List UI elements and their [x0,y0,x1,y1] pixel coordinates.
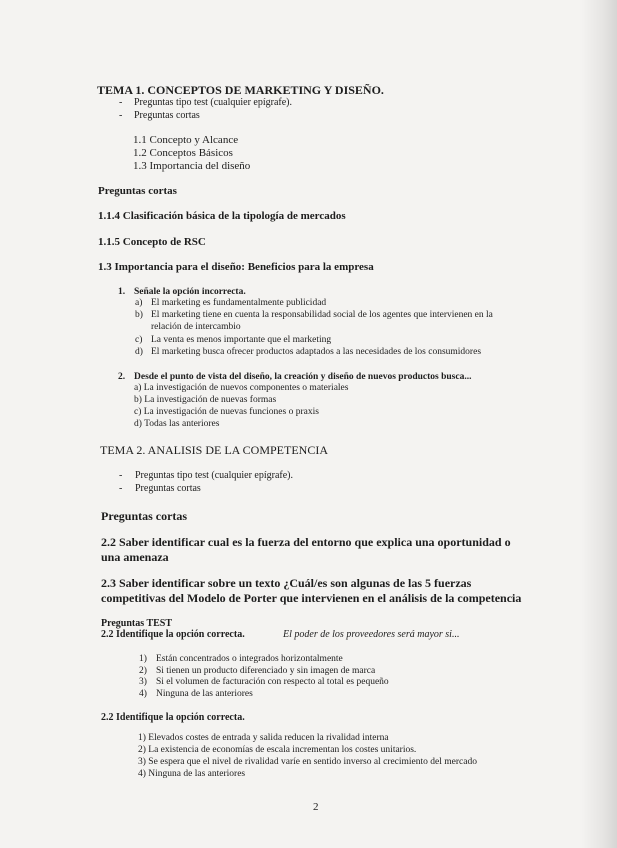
tema1-sublist-1: 1.1 Concepto y Alcance [133,134,239,146]
test-2-2a-label: 2.2 Identifique la opción correcta. [101,629,245,640]
tema1-sublist-2: 1.2 Conceptos Básicos [133,147,233,159]
option-number: 2) [139,666,147,676]
option-number: 4) [139,689,147,699]
tema1-title: TEMA 1. CONCEPTOS DE MARKETING Y DISEÑO. [97,83,384,97]
t22a-option-4: Ninguna de las anteriores [156,689,253,699]
tema2-title: TEMA 2. ANALISIS DE LA COMPETENCIA [100,443,329,457]
test1-option-c: La venta es menos importante que el marketing [151,335,332,345]
question-2-3-line2: competitivas del Modelo de Porter que intervienen en el análisis de la competencia [101,591,522,605]
test2-number: 2. [118,372,126,382]
question-1-1-5: 1.1.5 Concepto de RSC [98,236,206,248]
bullet-dash: - [119,483,123,494]
bullet-dash: - [119,97,123,108]
option-letter: c) [135,335,143,345]
option-letter: b) [135,310,143,320]
bullet-dash: - [119,470,123,481]
tema2-bullet-1: Preguntas tipo test (cualquier epígrafe). [135,470,293,481]
question-2-3-line1: 2.3 Saber identificar sobre un texto ¿Cuál/es son algunas de las 5 fuerzas [101,576,472,590]
test1-option-b: El marketing tiene en cuenta la responsabilidad social de los agentes que intervienen en la [151,310,493,320]
page-number: 2 [313,801,319,813]
test2-option-d: d) Todas las anteriores [134,419,220,429]
test2-question: Desde el punto de vista del diseño, la creación y diseño de nuevos productos busca... [134,372,472,382]
t22b-option-3: 3) Se espera que el nivel de rivalidad varíe en sentido inverso al crecimiento del mercado [138,757,477,767]
test1-option-d: El marketing busca ofrecer productos adaptados a las necesidades de los consumidores [151,347,482,357]
test-2-2a-italic: El poder de los proveedores será mayor si... [283,629,460,640]
page-edge-shadow [581,0,617,848]
t22b-option-2: 2) La existencia de economías de escala incrementan los costes unitarios. [138,745,417,755]
bullet-dash: - [119,110,123,121]
question-1-1-4: 1.1.4 Clasificación básica de la tipología de mercados [98,210,346,222]
test1-question: Señale la opción incorrecta. [134,287,246,297]
option-number: 3) [139,677,147,687]
option-letter: d) [135,347,143,357]
option-letter: a) [135,298,143,308]
test2-option-b: b) La investigación de nuevas formas [134,395,277,405]
test1-option-a: El marketing es fundamentalmente publicidad [151,298,327,308]
t22b-option-4: 4) Ninguna de las anteriores [138,769,246,779]
t22b-option-1: 1) Elevados costes de entrada y salida reducen la rivalidad interna [138,733,389,743]
tema1-sublist-3: 1.3 Importancia del diseño [133,160,251,172]
section-preguntas-cortas-2: Preguntas cortas [101,509,188,523]
question-2-2-line2: una amenaza [101,550,169,564]
test-2-2b-label: 2.2 Identifique la opción correcta. [101,712,245,723]
tema1-bullet-1: Preguntas tipo test (cualquier epígrafe). [134,97,292,108]
section-preguntas-test: Preguntas TEST [101,618,173,629]
tema2-bullet-2: Preguntas cortas [135,483,201,494]
test2-option-c: c) La investigación de nuevas funciones o praxis [134,407,319,417]
t22a-option-3: Si el volumen de facturación con respecto al total es pequeño [156,677,389,687]
test1-number: 1. [118,287,126,297]
tema1-bullet-2: Preguntas cortas [134,110,200,121]
question-2-2-line1: 2.2 Saber identificar cual es la fuerza del entorno que explica una oportunidad o [101,535,511,549]
test1-option-b-cont: relación de intercambio [151,322,241,332]
t22a-option-2: Si tienen un producto diferenciado y sin imagen de marca [156,666,376,676]
test2-option-a: a) La investigación de nuevos componentes o materiales [134,383,349,393]
question-1-3: 1.3 Importancia para el diseño: Beneficios para la empresa [98,261,374,273]
option-number: 1) [139,654,147,664]
t22a-option-1: Están concentrados o integrados horizontalmente [156,654,343,664]
section-preguntas-cortas-1: Preguntas cortas [98,185,177,197]
